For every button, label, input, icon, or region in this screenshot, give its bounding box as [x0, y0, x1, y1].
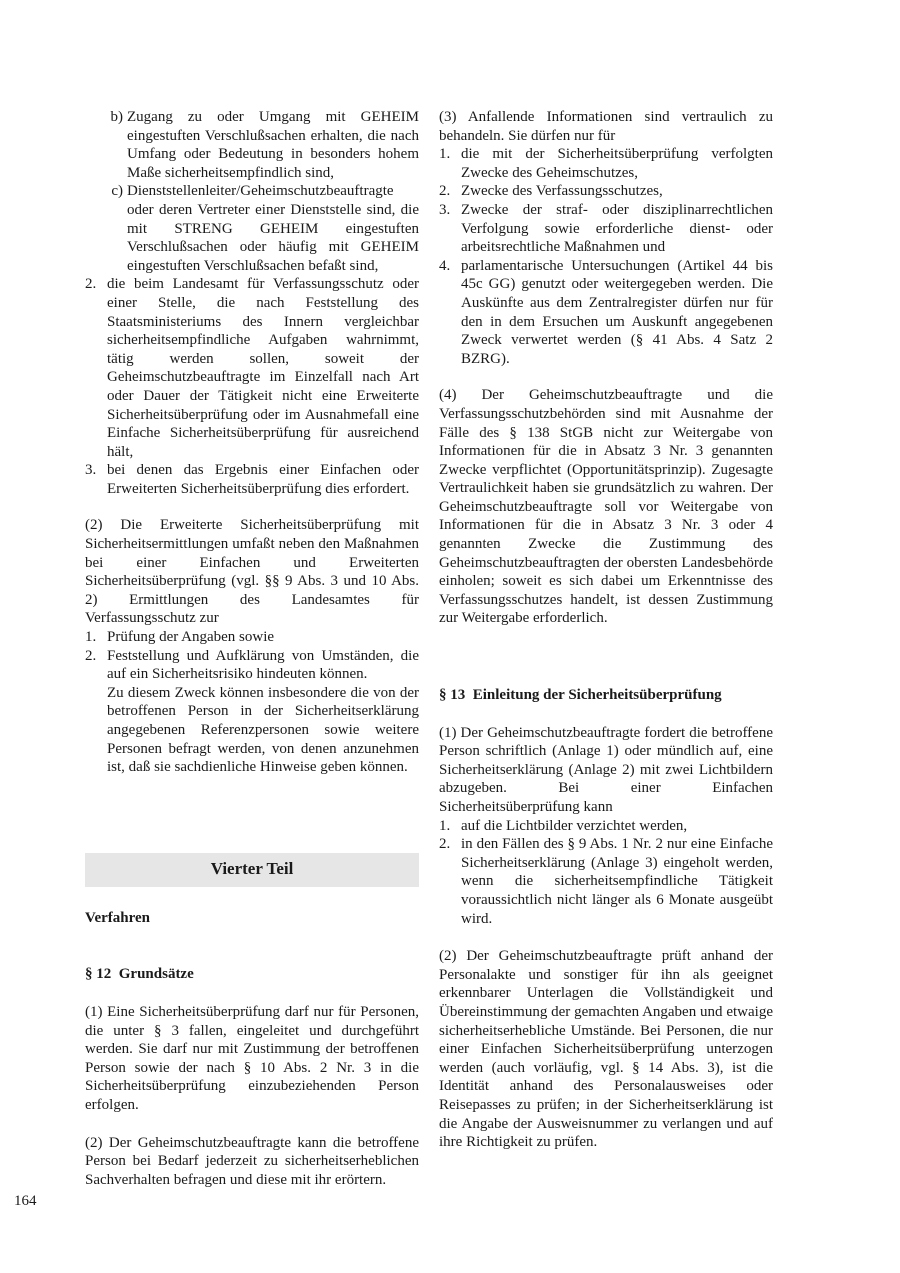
- part-title: Vierter Teil: [210, 859, 294, 879]
- paragraph-12-title: § 12 Grundsätze: [85, 966, 194, 983]
- list-text: Dienststellenleiter/Geheimschutzbeauftragte oder deren Vertreter einer Dienststelle sind, die mit STRENG GEHEIM eingestuften Verschlußsachen oder häufig mit GEHEIM eingestuften Verschlußsachen befaßt sind,: [127, 183, 419, 274]
- list-marker: b): [110, 109, 123, 125]
- paragraph-4: (4) Der Geheimschutzbeauftragte und die Verfassungsschutzbehörden sind mit Ausnahme der Fälle des § 138 StGB nicht zur Weitergabe von Informationen für die in Absatz 3 Nr. 3 genannten Zwecke verpflichtet (Opportunitätsprinzip). Zugesagte Vertraulichkeit haben sie grundsätzlich zu wahren. Der Geheimschutzbeauftragte soll vor Weitergabe von Informationen für die in Absatz 3 Nr. 3 oder 4 genannten Zwecke die Zustimmung des Geheimschutzbeauftragten der obersten Landesbehörde einholen; soweit es sich dabei um Erkenntnisse des Verfassungsschutzes handelt, ist dessen Zustimmung zur Weitergabe erforderlich.: [439, 387, 773, 627]
- list-item-4: [439, 257, 773, 369]
- list-marker: 4.: [439, 257, 451, 274]
- left-column: [85, 108, 419, 1189]
- list-item-2: [85, 647, 419, 684]
- paragraph-12-1: (1) Eine Sicherheitsüberprüfung darf nur für Personen, die unter § 3 fallen, eingeleitet und durchgeführt werden. Sie darf nur mit Zustimmung der betroffenen Person sowie der nach § 10 Abs. 2 Nr. 3 in die Sicherheitsüberprüfung einzubeziehenden Person erfolgen.: [85, 1003, 419, 1113]
- list-marker: 3.: [439, 201, 451, 218]
- list-text: in den Fällen des § 9 Abs. 1 Nr. 2 nur eine Einfache Sicherheitserklärung (Anlage 3) eingeholt werden, wenn die sicherheitsempfindliche Tätigkeit voraussichtlich nicht länger als 6 Monate ausgeübt wird.: [461, 836, 773, 927]
- list-item-3: [85, 461, 419, 498]
- list-item-b: [85, 108, 419, 182]
- list-item-c: [85, 182, 419, 275]
- list-text: Zwecke der straf- oder disziplinarrechtlichen Verfolgung sowie erforderliche dienst- oder arbeitsrechtliche Maßnahmen und: [461, 201, 773, 256]
- list-item-2: [439, 182, 773, 201]
- list-marker: 2.: [85, 276, 97, 293]
- paragraph-12-2: (2) Der Geheimschutzbeauftragte kann die betroffene Person bei Bedarf jederzeit zu sicherheitserheblichen Sachverhalten befragen und diese mit ihr erörtern.: [85, 1134, 419, 1188]
- list-item-2: [439, 835, 773, 928]
- list-text: auf die Lichtbilder verzichtet werden,: [461, 817, 688, 834]
- list-text: Zwecke des Verfassungsschutzes,: [461, 183, 663, 200]
- paragraph-13-title: § 13 Einleitung der Sicherheitsüberprüfung: [439, 687, 722, 704]
- list-marker: 2.: [439, 836, 451, 853]
- paragraph-2-intro: (2) Die Erweiterte Sicherheitsüberprüfung mit Sicherheitsermittlungen umfaßt neben den Maßnahmen bei einer Einfachen und Erweiterten Sicherheitsüberprüfung (vgl. §§ 9 Abs. 3 und 10 Abs. 2) Ermittlungen des Landesamtes für Verfassungsschutz zur: [85, 517, 419, 627]
- list-item-3: [439, 201, 773, 257]
- paragraph-13-1-intro: (1) Der Geheimschutzbeauftragte fordert die betroffene Person schriftlich (Anlage 1) oder mündlich auf, eine Sicherheitserklärung (Anlage 2) mit zwei Lichtbildern abzugeben. Bei einer Einfachen Sicherheitsüberprüfung kann: [439, 724, 773, 815]
- list-text: die beim Landesamt für Verfassungsschutz oder einer Stelle, die nach Feststellung des Staatsministeriums des Innern vergleichbar sicherheitsempfindliche Aufgaben wahrnimmt, tätig werden sollen, soweit der Geheimschutzbeauftragte im Einzelfall nach Art oder Dauer der Tätigkeit nicht eine Erweiterte Sicherheitsüberprüfung oder im Ausnahmefall eine Einfache Sicherheitsüberprüfung für ausreichend hält,: [107, 276, 419, 460]
- list-marker: 3.: [85, 462, 97, 479]
- page-number: 164: [14, 1193, 37, 1209]
- list-item-1: [85, 628, 419, 647]
- list-text: Zugang zu oder Umgang mit GEHEIM eingestuften Verschlußsachen erhalten, die nach Umfang oder Bedeutung in besonders hohem Maße sicherheitsempfindlich sind,: [127, 109, 419, 181]
- paragraph-3-intro: (3) Anfallende Informationen sind vertraulich zu behandeln. Sie dürfen nur für: [439, 109, 773, 144]
- section-title: Verfahren: [85, 909, 150, 926]
- list-marker: 1.: [439, 817, 451, 834]
- list-marker: c): [111, 183, 123, 200]
- list-item-2: [85, 275, 419, 461]
- list-marker: 1.: [439, 146, 451, 163]
- list-marker: 1.: [85, 629, 97, 646]
- list-item-1: [439, 817, 773, 836]
- list-item-1: [439, 145, 773, 182]
- list-text: Prüfung der Angaben sowie: [107, 629, 275, 646]
- list-marker: 2.: [439, 183, 451, 200]
- part-title-bar: [85, 853, 419, 887]
- list-text: bei denen das Ergebnis einer Einfachen oder Erweiterten Sicherheitsüberprüfung dies erfordert.: [107, 462, 419, 497]
- list-marker: 2.: [85, 647, 97, 664]
- right-column: [439, 108, 773, 1152]
- list-text: Feststellung und Aufklärung von Umständen, die auf ein Sicherheitsrisiko hindeuten können.: [107, 647, 419, 683]
- list-continuation: Zu diesem Zweck können insbesondere die von der betroffenen Person in der Sicherheitserklärung angegebenen Referenzpersonen sowie weitere Personen befragt werden, von denen anzunehmen ist, daß sie sachdienliche Hinweise geben können.: [107, 684, 419, 776]
- list-text: die mit der Sicherheitsüberprüfung verfolgten Zwecke des Geheimschutzes,: [461, 146, 773, 181]
- paragraph-13-2: (2) Der Geheimschutzbeauftragte prüft anhand der Personalakte und sonstiger für ihn als geeignet erkennbarer Unterlagen die Vollständigkeit und Übereinstimmung der gemachten Angaben und etwaige sicherheitserhebliche Umstände. Bei Personen, die nur einer Einfachen Sicherheitsüberprüfung unterzogen werden (auch vorläufig, vgl. § 14 Abs. 3), ist die Identität anhand des Personalausweises oder Reisepasses zu prüfen; in der Sicherheitserklärung ist die Angabe der Ausweisnummer zu verlangen und auf ihre Richtigkeit zu prüfen.: [439, 948, 773, 1151]
- list-text: parlamentarische Untersuchungen (Artikel 44 bis 45c GG) genutzt oder weitergegeben werden. Die Auskünfte aus dem Zentralregister dürfen nur für den in dem Ersuchen um Auskunft angegebenen Zweck verwertet werden (§ 41 Abs. 4 Satz 2 BZRG).: [461, 257, 773, 367]
